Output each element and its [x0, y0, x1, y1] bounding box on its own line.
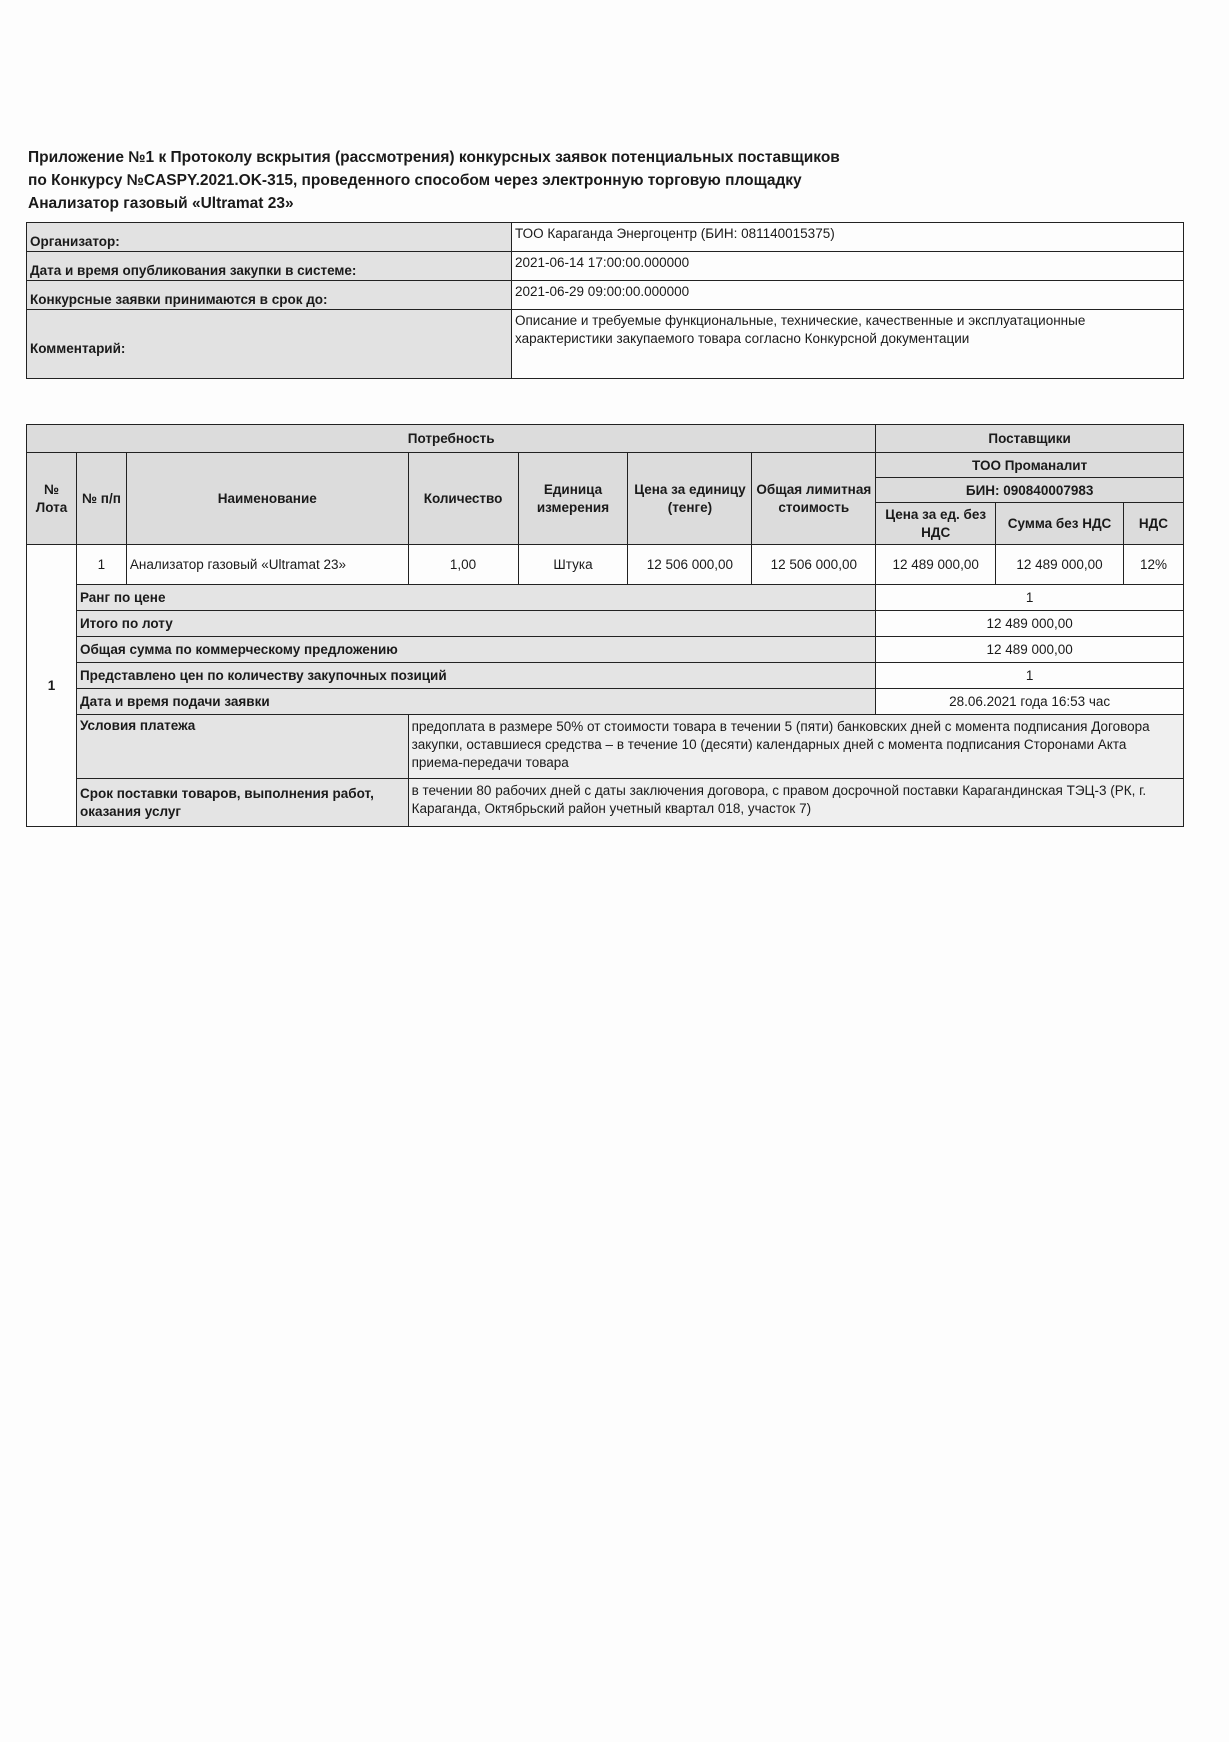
document-title	[28, 146, 1028, 215]
table-row	[27, 545, 1184, 585]
delivery-value: в течении 80 рабочих дней с даты заключения договора, с правом досрочной поставки Карагандинская ТЭЦ-3 (РК, г. Караганда, Октябрьский район учетный квартал 018, участок 7)	[408, 779, 1183, 827]
summary-row-offer-total	[27, 637, 1184, 663]
suppliers-header: Поставщики	[876, 425, 1184, 453]
item-no-cell: 1	[76, 545, 126, 585]
procurement-info-table	[26, 222, 1184, 379]
rank-label: Ранг по цене	[76, 585, 875, 611]
supplier-name-header: ТОО Проманалит	[876, 453, 1184, 478]
summary-row-rank	[27, 585, 1184, 611]
submit-date-value: 28.06.2021 года 16:53 час	[876, 689, 1184, 715]
unit-price-cell: 12 506 000,00	[628, 545, 752, 585]
unit-header: Единица измерения	[518, 453, 628, 545]
unit-cell: Штука	[518, 545, 628, 585]
lot-total-label: Итого по лоту	[76, 611, 875, 637]
summary-row-payment	[27, 715, 1184, 779]
lot-total-value: 12 489 000,00	[876, 611, 1184, 637]
comment-value: Описание и требуемые функциональные, технические, качественные и эксплуатационные характеристики закупаемого товара согласно Конкурсной документации	[512, 310, 1184, 379]
summary-row-prices-count	[27, 663, 1184, 689]
header-row-groups	[27, 425, 1184, 453]
deadline-label: Конкурсные заявки принимаются в срок до:	[27, 281, 512, 310]
organizer-label: Организатор:	[27, 223, 512, 252]
summary-row-delivery	[27, 779, 1184, 827]
payment-label: Условия платежа	[76, 715, 408, 779]
prices-count-value: 1	[876, 663, 1184, 689]
vat-header: НДС	[1123, 503, 1183, 545]
summary-row-lot-total	[27, 611, 1184, 637]
info-row-comment	[27, 310, 1184, 379]
item-name-cell: Анализатор газовый «Ultramat 23»	[126, 545, 408, 585]
quantity-header: Количество	[408, 453, 518, 545]
lot-no-header: № Лота	[27, 453, 77, 545]
price-no-vat-header: Цена за ед. без НДС	[876, 503, 996, 545]
total-limit-header: Общая лимитная стоимость	[752, 453, 876, 545]
supplier-bin-header: БИН: 090840007983	[876, 478, 1184, 503]
price-no-vat-cell: 12 489 000,00	[876, 545, 996, 585]
title-line-1: Приложение №1 к Протоколу вскрытия (рассмотрения) конкурсных заявок потенциальных поставщиков	[28, 149, 840, 166]
prices-count-label: Представлено цен по количеству закупочных позиций	[76, 663, 875, 689]
delivery-label: Срок поставки товаров, выполнения работ, оказания услуг	[76, 779, 408, 827]
sum-no-vat-header: Сумма без НДС	[996, 503, 1124, 545]
offer-total-label: Общая сумма по коммерческому предложению	[76, 637, 875, 663]
total-limit-cell: 12 506 000,00	[752, 545, 876, 585]
rank-value: 1	[876, 585, 1184, 611]
lot-no-cell: 1	[27, 545, 77, 827]
summary-row-submit-date	[27, 689, 1184, 715]
info-row-deadline	[27, 281, 1184, 310]
payment-value: предоплата в размере 50% от стоимости товара в течении 5 (пяти) банковских дней с момента подписания Договора закупки, оставшиеся средства – в течение 10 (десяти) календарных дней с момента подписания Сторонами Акта приема-передачи товара	[408, 715, 1183, 779]
organizer-value: ТОО Караганда Энергоцентр (БИН: 081140015375)	[512, 223, 1184, 252]
info-row-published	[27, 252, 1184, 281]
vat-cell: 12%	[1123, 545, 1183, 585]
published-value: 2021-06-14 17:00:00.000000	[512, 252, 1184, 281]
header-row-supplier	[27, 453, 1184, 478]
info-row-organizer	[27, 223, 1184, 252]
unit-price-header: Цена за единицу (тенге)	[628, 453, 752, 545]
quantity-cell: 1,00	[408, 545, 518, 585]
comment-label: Комментарий:	[27, 310, 512, 379]
need-header: Потребность	[27, 425, 876, 453]
name-header: Наименование	[126, 453, 408, 545]
title-line-2: по Конкурсу №CASPY.2021.OK-315, проведенного способом через электронную торговую площадку	[28, 172, 802, 189]
submit-date-label: Дата и время подачи заявки	[76, 689, 875, 715]
offer-total-value: 12 489 000,00	[876, 637, 1184, 663]
published-label: Дата и время опубликования закупки в системе:	[27, 252, 512, 281]
deadline-value: 2021-06-29 09:00:00.000000	[512, 281, 1184, 310]
title-line-3: Анализатор газовый «Ultramat 23»	[28, 195, 294, 212]
item-no-header: № п/п	[76, 453, 126, 545]
bids-table	[26, 424, 1184, 827]
sum-no-vat-cell: 12 489 000,00	[996, 545, 1124, 585]
